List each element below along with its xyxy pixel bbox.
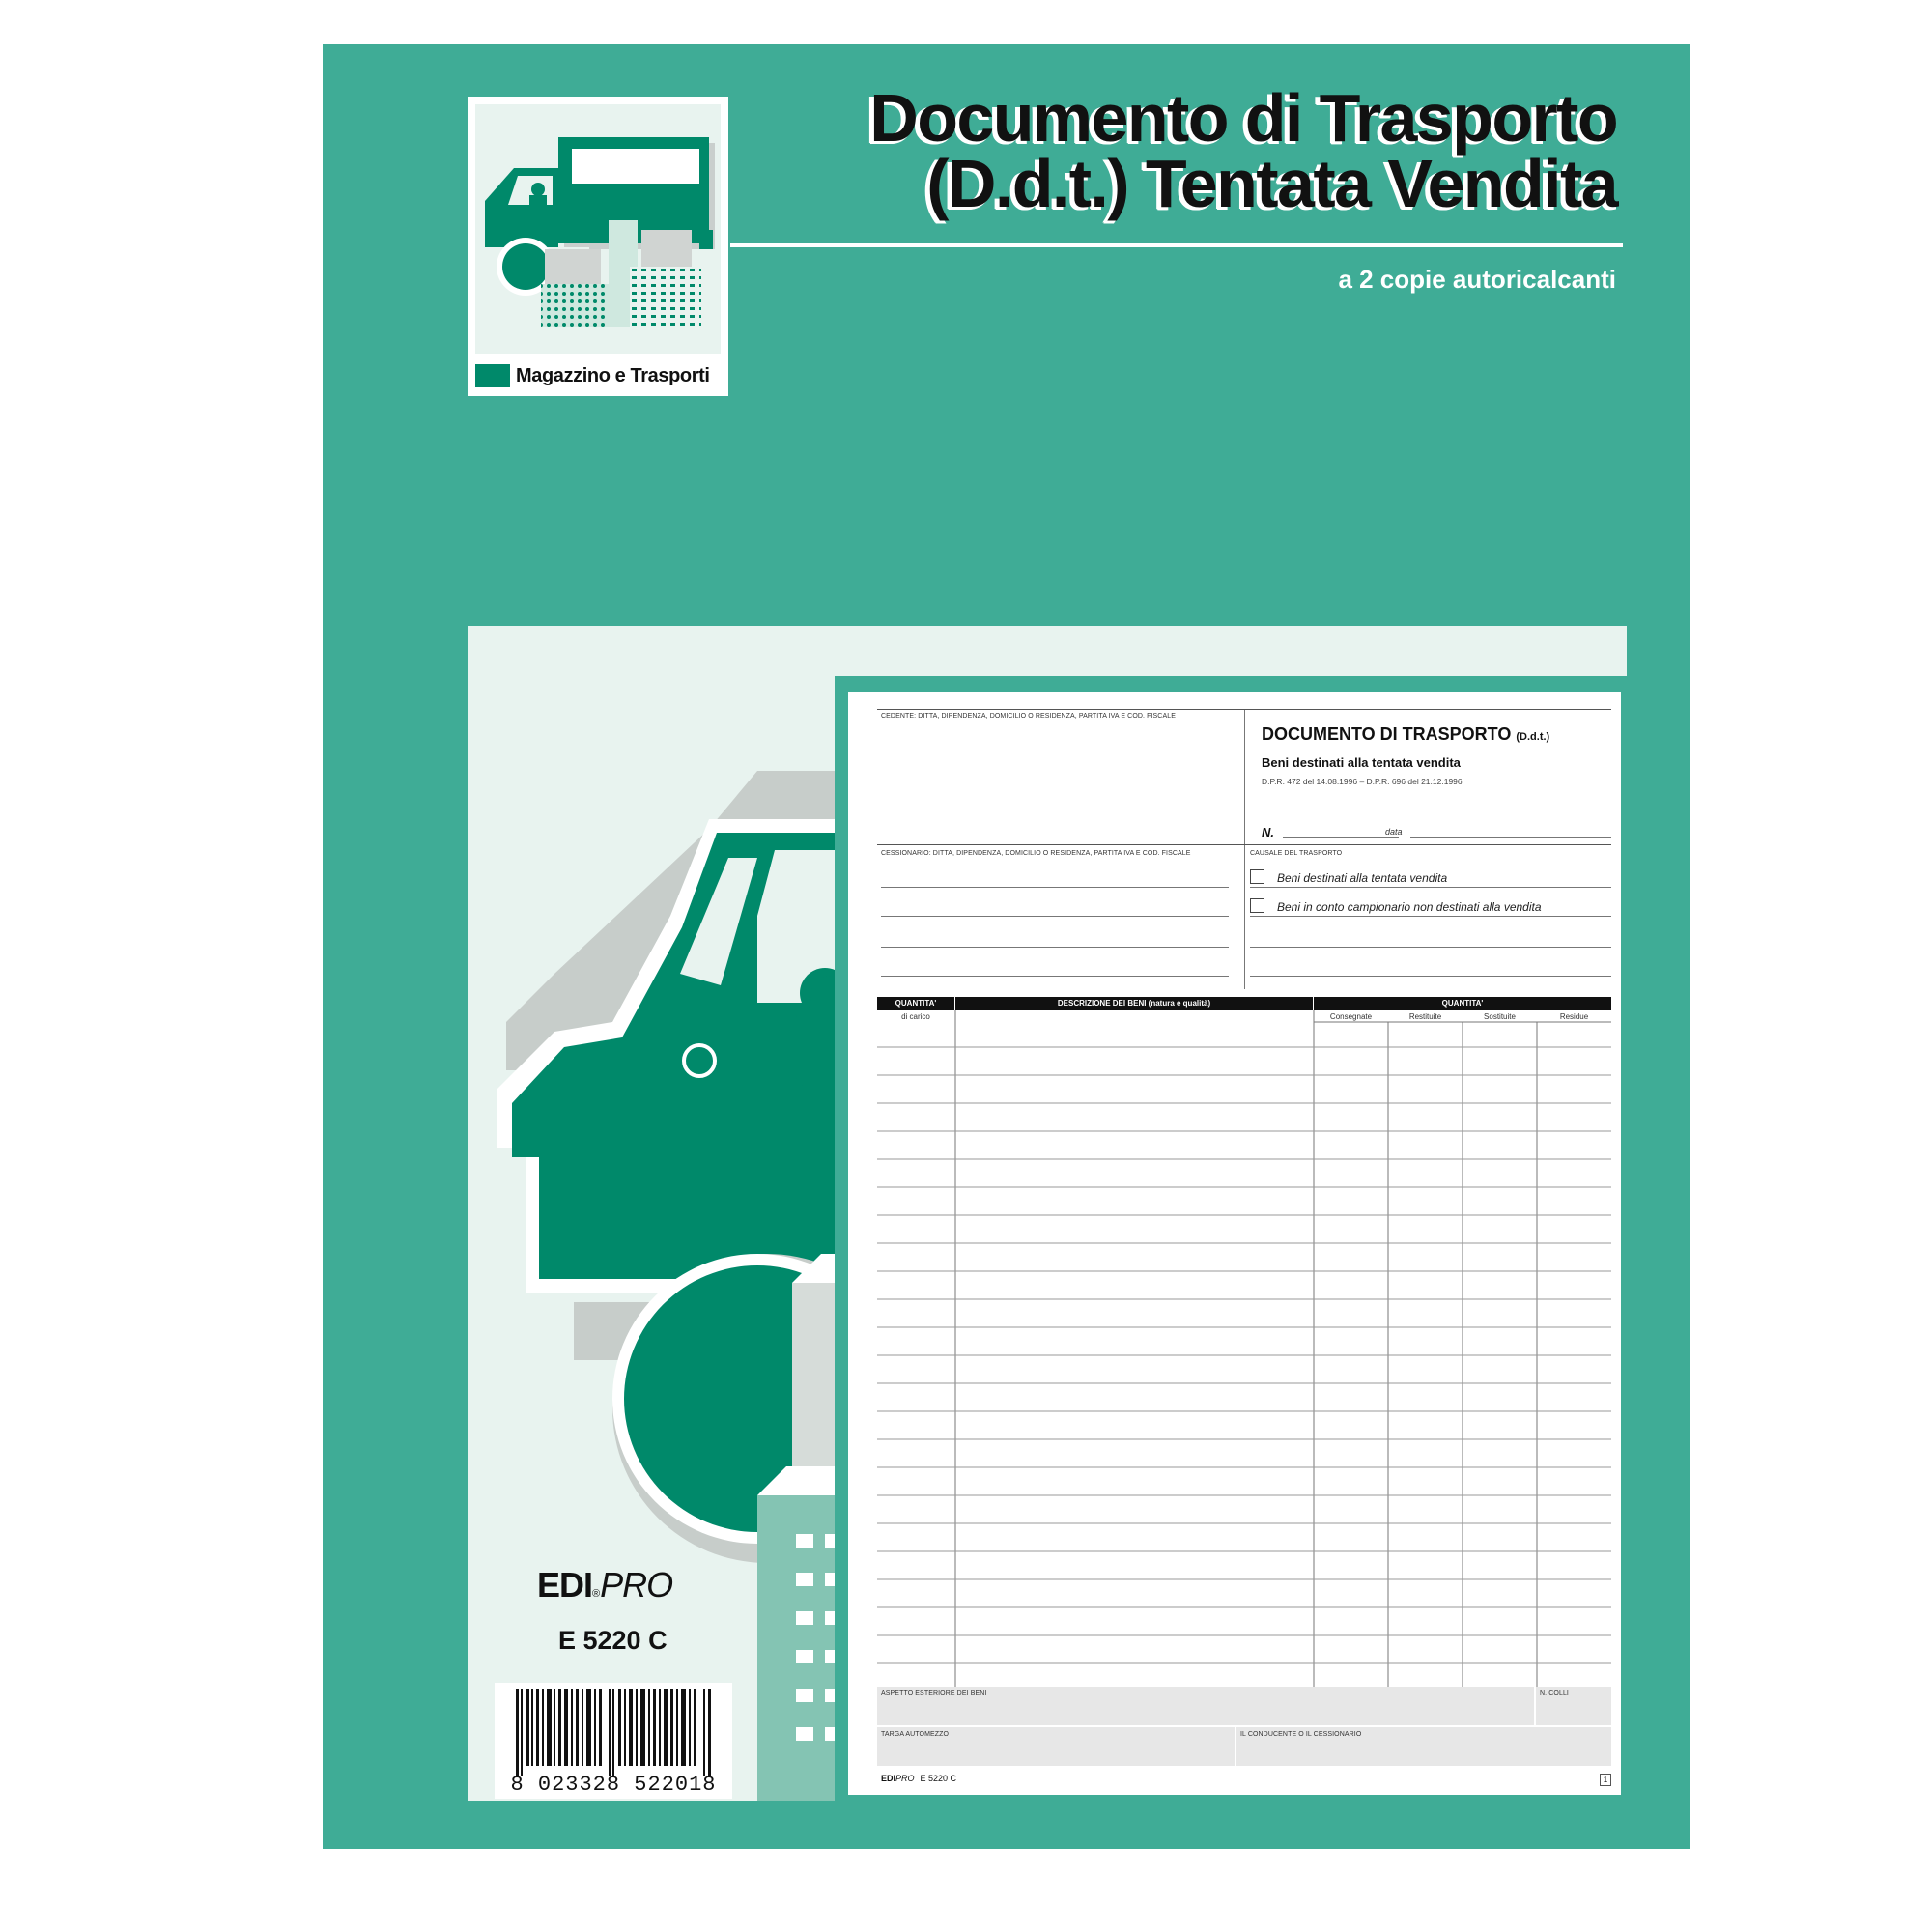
edipro-logo <box>537 1565 672 1605</box>
ddt-form-sample <box>848 692 1621 1795</box>
col-descrizione: DESCRIZIONE DEI BENI (natura e qualità) <box>955 997 1313 1010</box>
option2-checkbox[interactable] <box>1250 898 1264 913</box>
goods-table-grid[interactable] <box>877 1010 1611 1493</box>
doc-title-suffix: (D.d.t.) <box>1516 731 1550 743</box>
cedente-label: CEDENTE: DITTA, DIPENDENZA, DOMICILIO O RESIDENZA, PARTITA IVA E COD. FISCALE <box>881 713 1176 720</box>
truck-illustration <box>475 104 721 354</box>
col-quantita-right: QUANTITA' <box>1314 997 1611 1010</box>
category-badge <box>468 97 728 396</box>
sub-sostituite: Sostituite <box>1484 1012 1516 1021</box>
sub-restituite: Restituite <box>1408 1012 1442 1021</box>
doc-title <box>1262 724 1549 745</box>
cessionario-label: CESSIONARIO: DITTA, DIPENDENZA, DOMICILIO O RESIDENZA, PARTITA IVA E COD. FISCALE <box>881 850 1191 857</box>
brand-edi: EDI <box>537 1565 593 1605</box>
option1-label: Beni destinati alla tentata vendita <box>1277 871 1448 885</box>
sub-residue: Residue <box>1559 1012 1589 1021</box>
goods-table-grid-lower[interactable] <box>877 1493 1611 1687</box>
date-field-line[interactable] <box>1410 837 1611 838</box>
targa-label: TARGA AUTOMEZZO <box>881 1731 950 1738</box>
number-field-line[interactable] <box>1283 837 1399 838</box>
cover-title-line2: (D.d.t.) Tentata Vendita <box>926 146 1617 221</box>
category-text: Magazzino e Trasporti <box>516 364 710 386</box>
form-footer-code: E 5220 C <box>920 1774 957 1783</box>
cessionario-line-3[interactable] <box>881 947 1229 948</box>
barcode <box>495 1683 732 1799</box>
causale-line-4 <box>1250 976 1611 977</box>
cover-title <box>869 80 1617 221</box>
cover-title-line1: Documento di Trasporto <box>869 80 1617 156</box>
form-top-border <box>877 709 1611 710</box>
sub-di-carico: di carico <box>901 1012 930 1021</box>
doc-law: D.P.R. 472 del 14.08.1996 – D.P.R. 696 del 21.12.1996 <box>1262 777 1463 786</box>
option1-checkbox[interactable] <box>1250 869 1264 884</box>
form-section-divider <box>877 844 1611 845</box>
number-label: N. <box>1262 825 1274 839</box>
cessionario-line-1[interactable] <box>881 887 1229 888</box>
doc-subtitle: Beni destinati alla tentata vendita <box>1262 755 1461 770</box>
causale-line-2 <box>1250 916 1611 917</box>
conducente-label: IL CONDUCENTE O IL CESSIONARIO <box>1240 1731 1362 1738</box>
form-vertical-divider <box>1244 709 1245 989</box>
causale-line-3 <box>1250 947 1611 948</box>
option2-label: Beni in conto campionario non destinati alla vendita <box>1277 900 1542 914</box>
cessionario-line-4[interactable] <box>881 976 1229 977</box>
causale-label: CAUSALE DEL TRASPORTO <box>1250 850 1343 857</box>
form-footer-brand <box>881 1774 956 1783</box>
title-divider <box>730 243 1623 247</box>
brand-pro: PRO <box>600 1565 673 1605</box>
form-footer-pro: PRO <box>895 1774 915 1783</box>
date-label: data <box>1385 827 1403 837</box>
product-code: E 5220 C <box>558 1626 668 1655</box>
sub-consegnate: Consegnate <box>1329 1012 1373 1021</box>
category-swatch <box>475 364 510 387</box>
barcode-number: 8 023328 522018 <box>510 1773 717 1797</box>
causale-line-1 <box>1250 887 1611 888</box>
brand-registered: ® <box>592 1588 601 1600</box>
colli-label: N. COLLI <box>1540 1690 1569 1697</box>
cover-subtitle: a 2 copie autoricalcanti <box>1338 265 1616 294</box>
doc-title-text: DOCUMENTO DI TRASPORTO <box>1262 724 1512 744</box>
page-number: 1 <box>1600 1774 1611 1786</box>
barcode-bars-icon <box>495 1683 732 1776</box>
category-label <box>475 361 710 390</box>
col-quantita-left: QUANTITA' <box>877 997 954 1010</box>
form-footer-edi: EDI <box>881 1774 896 1783</box>
cessionario-line-2[interactable] <box>881 916 1229 917</box>
aspetto-label: ASPETTO ESTERIORE DEI BENI <box>881 1690 987 1697</box>
